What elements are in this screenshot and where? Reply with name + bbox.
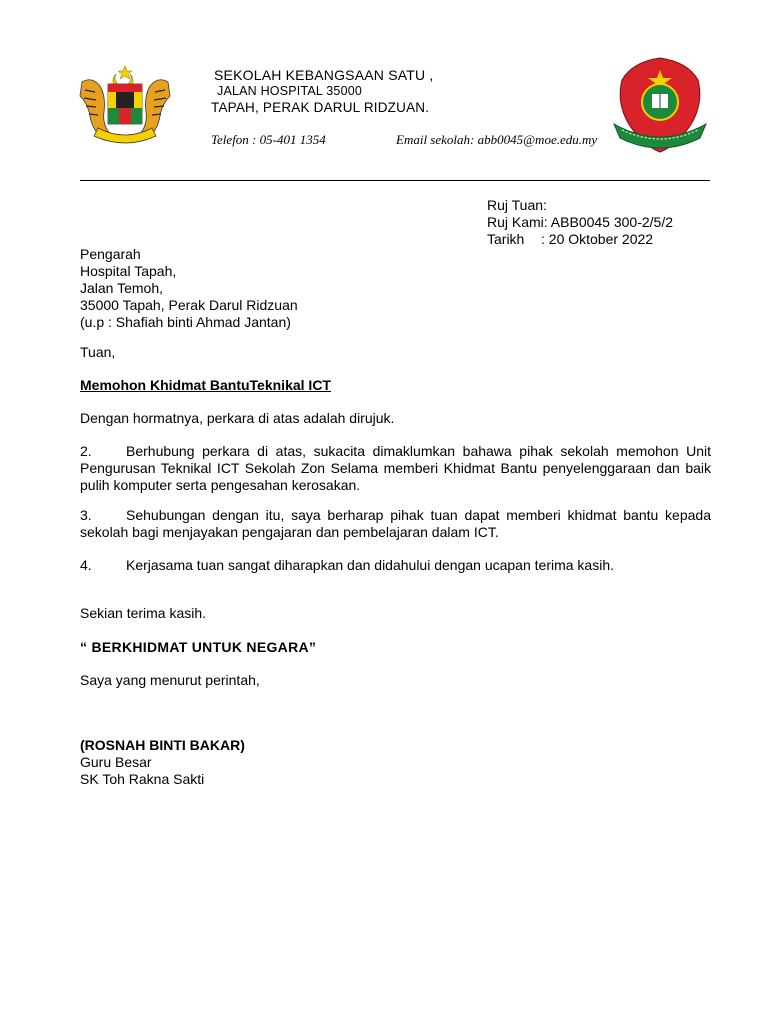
motto: “ BERKHIDMAT UNTUK NEGARA” [80, 639, 317, 655]
school-phone: Telefon : 05-401 1354 [211, 132, 326, 147]
ruj-kami: Ruj Kami: ABB0045 300-2/5/2 [487, 214, 674, 230]
recipient-line: (u.p : Shafiah binti Ahmad Jantan) [80, 314, 291, 330]
paragraph-1: Dengan hormatnya, perkara di atas adalah dirujuk. [80, 410, 395, 426]
tarikh-label: Tarikh [487, 231, 525, 247]
sign-off: Saya yang menurut perintah, [80, 672, 260, 688]
paragraph-3-number: 3. [80, 507, 92, 523]
paragraph-2-number: 2. [80, 443, 92, 459]
subject-line: Memohon Khidmat BantuTeknikal ICT [80, 377, 331, 393]
paragraph-2-text: Berhubung perkara di atas, sukacita dimaklumkan bahawa pihak sekolah memohon Unit Pengurusan Teknikal ICT Sekolah Zon Selama memberi Khidmat Bantu penyelenggaraan dan baik pulih komputer serta pengesahan kerosakan. [80, 443, 711, 493]
tarikh [487, 231, 673, 248]
recipient-line: Jalan Temoh, [80, 280, 164, 296]
signatory-school: SK Toh Rakna Sakti [80, 771, 205, 787]
school-address-line2: TAPAH, PERAK DARUL RIDZUAN. [211, 100, 430, 115]
recipient-address [80, 246, 298, 331]
school-address-line1: JALAN HOSPITAL 35000 [217, 84, 363, 98]
paragraph-2 [80, 443, 711, 494]
reference-block [487, 197, 673, 248]
paragraph-4-text: Kerjasama tuan sangat diharapkan dan didahului dengan ucapan terima kasih. [126, 557, 615, 573]
signature-block [80, 737, 245, 788]
ruj-tuan: Ruj Tuan: [487, 197, 547, 213]
school-crest-emblem [608, 56, 712, 156]
paragraph-4-number: 4. [80, 557, 92, 573]
paragraph-4 [80, 557, 711, 574]
signatory-title: Guru Besar [80, 754, 152, 770]
closing: Sekian terima kasih. [80, 605, 207, 621]
tarikh-value: : 20 Oktober 2022 [541, 231, 654, 247]
school-name: SEKOLAH KEBANGSAAN SATU , [214, 67, 434, 83]
paragraph-3-text: Sehubungan dengan itu, saya berharap pihak tuan dapat memberi khidmat bantu kepada sekolah bagi menjayakan pengajaran dan pembelajaran dalam ICT. [80, 507, 711, 540]
recipient-line: Pengarah [80, 246, 141, 262]
header-divider [80, 180, 710, 181]
school-email: Email sekolah: abb0045@moe.edu.my [396, 132, 598, 147]
signatory-name: (ROSNAH BINTI BAKAR) [80, 737, 245, 753]
recipient-line: 35000 Tapah, Perak Darul Ridzuan [80, 297, 298, 313]
salutation: Tuan, [80, 344, 116, 360]
paragraph-3 [80, 507, 711, 541]
recipient-line: Hospital Tapah, [80, 263, 177, 279]
coat-of-arms-emblem [76, 62, 174, 148]
